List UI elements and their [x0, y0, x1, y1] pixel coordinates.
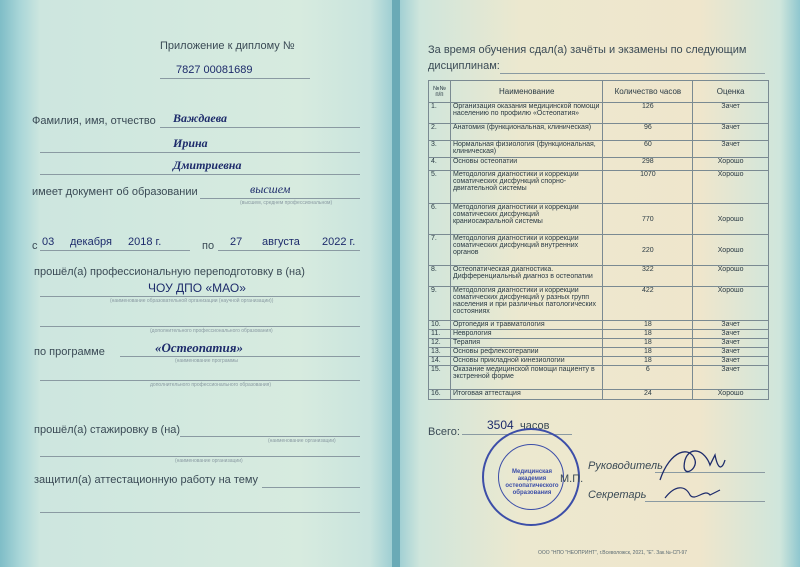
table-row: [429, 266, 769, 287]
mp-label: М.П.: [560, 473, 584, 485]
table-row: [429, 171, 769, 204]
table-cell: 96: [603, 124, 693, 141]
table-cell: 24: [603, 390, 693, 400]
diploma-number: 7827 00081689: [176, 64, 253, 76]
head-label: Руководитель: [588, 460, 663, 472]
table-cell: 18: [603, 330, 693, 339]
table-cell: Методология диагностики и коррекции соматических дисфункций спорно-двигательной системы: [450, 171, 603, 204]
head-signature: [650, 440, 730, 510]
from-month: декабря: [70, 236, 112, 248]
total-label: Всего:: [428, 426, 460, 438]
total-unit: часов: [520, 420, 550, 432]
table-cell: Хорошо: [693, 235, 769, 266]
first-name: Ирина: [173, 136, 208, 150]
table-cell: Хорошо: [693, 204, 769, 235]
to-day: 27: [230, 236, 243, 248]
table-cell: Итоговая аттестация: [450, 390, 603, 400]
table-cell: Хорошо: [693, 287, 769, 321]
table-row: [429, 141, 769, 158]
table-cell: 18: [603, 348, 693, 357]
table-cell: Хорошо: [693, 390, 769, 400]
table-cell: 4.: [429, 158, 451, 171]
retraining-label: прошёл(а) профессиональную переподготовку в (на): [34, 266, 305, 278]
table-row: [429, 339, 769, 348]
col-header-number: №№ п/п: [429, 81, 451, 103]
grades-heading-line2: дисциплинам:: [428, 60, 500, 72]
table-cell: Оказание медицинской помощи пациенту в экстренной форме: [450, 366, 603, 390]
table-cell: Остеопатическая диагностика. Дифференциальный диагноз в остеопатии: [450, 266, 603, 287]
table-cell: 9.: [429, 287, 451, 321]
to-year: 2022 г.: [322, 236, 356, 248]
from-day: 03: [42, 236, 55, 248]
has-doc-label: имеет документ об образовании: [32, 186, 198, 198]
table-cell: Хорошо: [693, 158, 769, 171]
table-cell: 60: [603, 141, 693, 158]
total-value: 3504: [487, 418, 514, 432]
table-cell: 16.: [429, 390, 451, 400]
table-row: [429, 348, 769, 357]
table-cell: 18: [603, 357, 693, 366]
surname: Важдаева: [173, 111, 227, 125]
to-label: по: [202, 240, 215, 252]
table-cell: Методология диагностики и коррекции соматических дисфункций краниосакральной системы: [450, 204, 603, 235]
from-year: 2018 г.: [128, 236, 162, 248]
table-cell: Анатомия (функциональная, клиническая): [450, 124, 603, 141]
thesis-label: защитил(а) аттестационную работу на тему: [34, 474, 259, 486]
table-cell: 422: [603, 287, 693, 321]
table-cell: Зачет: [693, 330, 769, 339]
table-cell: 126: [603, 103, 693, 124]
table-row: [429, 103, 769, 124]
stamp-text: Медицинская академия остеопатического образования: [505, 469, 559, 496]
table-cell: Зачет: [693, 348, 769, 357]
internship-label: прошёл(а) стажировку в (на): [34, 424, 181, 436]
table-cell: 2.: [429, 124, 451, 141]
table-cell: Основы прикладной кинезиологии: [450, 357, 603, 366]
table-row: [429, 235, 769, 266]
table-header-row: [429, 81, 769, 103]
table-cell: Терапия: [450, 339, 603, 348]
table-cell: 12.: [429, 339, 451, 348]
table-row: [429, 390, 769, 400]
table-row: [429, 357, 769, 366]
table-cell: Методология диагностики и коррекции соматических дисфункций внутренних органов: [450, 235, 603, 266]
table-cell: 322: [603, 266, 693, 287]
table-cell: Неврология: [450, 330, 603, 339]
table-cell: Ортопедия и травматология: [450, 321, 603, 330]
table-cell: Зачет: [693, 366, 769, 390]
table-cell: Организация оказания медицинской помощи населению по профилю «Остеопатия»: [450, 103, 603, 124]
fio-label: Фамилия, имя, отчество: [32, 115, 156, 127]
page-fold: [392, 0, 400, 567]
table-cell: 10.: [429, 321, 451, 330]
table-cell: 11.: [429, 330, 451, 339]
patronymic: Дмитриевна: [173, 158, 242, 172]
table-cell: 1070: [603, 171, 693, 204]
org-name: ЧОУ ДПО «МАО»: [148, 281, 246, 295]
table-row: [429, 366, 769, 390]
table-cell: Хорошо: [693, 171, 769, 204]
table-cell: Зачет: [693, 357, 769, 366]
table-cell: Зачет: [693, 103, 769, 124]
program-name: «Остеопатия»: [155, 340, 243, 355]
table-cell: 298: [603, 158, 693, 171]
col-header-name: Наименование: [450, 81, 603, 103]
table-row: [429, 204, 769, 235]
education-level: высшем: [250, 182, 291, 196]
table-cell: Хорошо: [693, 266, 769, 287]
table-row: [429, 321, 769, 330]
appendix-label: Приложение к диплому №: [160, 40, 295, 52]
table-cell: Основы остеопатии: [450, 158, 603, 171]
program-label: по программе: [34, 346, 105, 358]
table-cell: 13.: [429, 348, 451, 357]
table-cell: Зачет: [693, 321, 769, 330]
to-month: августа: [262, 236, 300, 248]
table-row: [429, 124, 769, 141]
table-cell: Нормальная физиология (функциональная, клиническая): [450, 141, 603, 158]
table-cell: 7.: [429, 235, 451, 266]
table-cell: 1.: [429, 103, 451, 124]
table-cell: Зачет: [693, 141, 769, 158]
table-row: [429, 158, 769, 171]
table-cell: Зачет: [693, 124, 769, 141]
grades-heading-line1: За время обучения сдал(а) зачёты и экзамены по следующим: [428, 44, 747, 56]
table-cell: 5.: [429, 171, 451, 204]
table-cell: 18: [603, 339, 693, 348]
col-header-hours: Количество часов: [603, 81, 693, 103]
table-cell: 6: [603, 366, 693, 390]
table-cell: 3.: [429, 141, 451, 158]
table-row: [429, 287, 769, 321]
table-cell: 14.: [429, 357, 451, 366]
secretary-label: Секретарь: [588, 489, 647, 501]
table-cell: 6.: [429, 204, 451, 235]
col-header-grade: Оценка: [693, 81, 769, 103]
table-row: [429, 330, 769, 339]
table-cell: Методология диагностики и коррекции соматических дисфункций у разных групп населения и при различных патологических состояниях: [450, 287, 603, 321]
from-label: с: [32, 240, 38, 252]
table-cell: 8.: [429, 266, 451, 287]
table-cell: 15.: [429, 366, 451, 390]
table-cell: 220: [603, 235, 693, 266]
table-cell: 18: [603, 321, 693, 330]
table-cell: Основы рефлексотерапии: [450, 348, 603, 357]
table-cell: 770: [603, 204, 693, 235]
table-cell: Зачет: [693, 339, 769, 348]
grades-table: [428, 80, 769, 400]
printer-line: ООО "НПО "НЕОПРИНТ", г.Всеволожск, 2021, "Е". Зак.№-СП-97: [538, 550, 688, 556]
